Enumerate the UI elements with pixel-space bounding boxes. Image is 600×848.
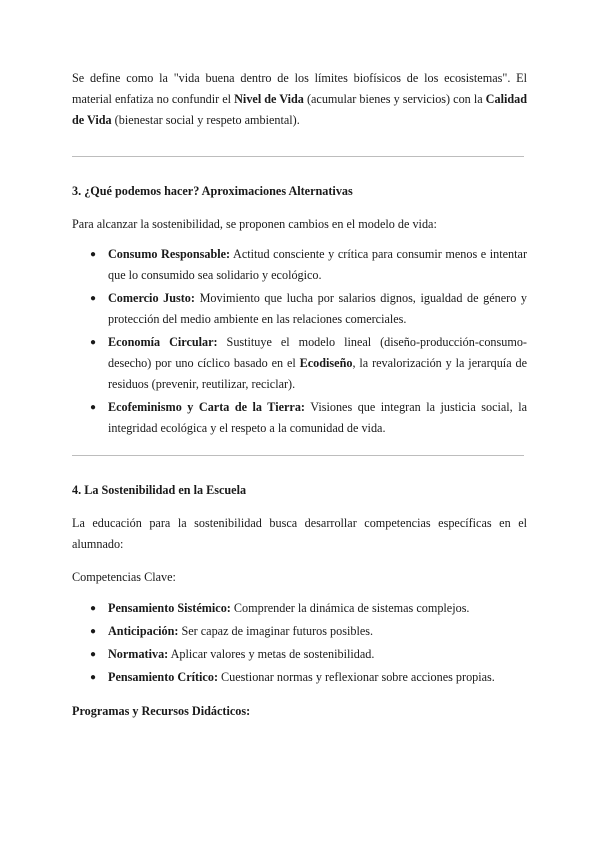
intro-text-mid: (acumular bienes y servicios) con la <box>303 92 486 106</box>
section-3-heading: 3. ¿Qué podemos hacer? Aproximaciones Alternativas <box>72 184 353 198</box>
competencias-list <box>72 598 527 688</box>
bullet-icon: ● <box>90 293 97 304</box>
item-term: Pensamiento Crítico: <box>108 670 218 684</box>
item-text-end: , la revalorización y la jerarquía de residuos (prevenir, reutilizar, reciclar). <box>108 356 527 391</box>
list-item <box>72 598 527 619</box>
list-item <box>72 288 527 330</box>
bullet-icon: ● <box>90 337 97 348</box>
list-item <box>72 332 527 395</box>
bullet-icon: ● <box>90 249 97 260</box>
bullet-icon: ● <box>90 402 97 413</box>
section-4-heading: 4. La Sostenibilidad en la Escuela <box>72 483 247 497</box>
item-text: Actitud consciente y crítica para consumir menos e intentar que lo consumido sea solidario y ecológico. <box>108 247 528 282</box>
document-content <box>72 68 527 722</box>
bullet-icon: ● <box>90 672 97 683</box>
list-item <box>72 244 527 286</box>
item-text: Sustituye el modelo lineal (diseño-producción-consumo-desecho) por uno cíclico basado en el <box>108 335 527 370</box>
intro-text-end: (bienestar social y respeto ambiental). <box>111 113 300 127</box>
item-term: Economía Circular: <box>108 335 218 349</box>
section-3-lead: Para alcanzar la sostenibilidad, se proponen cambios en el modelo de vida: <box>72 217 437 231</box>
item-text: Ser capaz de imaginar futuros posibles. <box>178 624 374 638</box>
section-4-lead: La educación para la sostenibilidad busca desarrollar competencias específicas en el alumnado: <box>72 516 527 551</box>
item-text: Movimiento que lucha por salarios dignos, igualdad de género y protección del medio ambiente en las relaciones comerciales. <box>108 291 527 326</box>
item-text: Comprender la dinámica de sistemas complejos. <box>230 601 470 615</box>
list-item <box>72 621 527 642</box>
list-item <box>72 667 527 688</box>
programas-heading <box>72 701 527 722</box>
item-text: Visiones que integran la justicia social, la integridad ecológica y el respeto a la comunidad de vida. <box>108 400 527 435</box>
list-item <box>72 644 527 665</box>
intro-paragraph <box>72 68 527 131</box>
bullet-icon: ● <box>90 649 97 660</box>
term-calidad-de-vida: Calidad de Vida <box>72 92 527 127</box>
list-item <box>72 397 527 439</box>
item-term: Ecofeminismo y Carta de la Tierra: <box>108 400 305 414</box>
term-nivel-de-vida: Nivel de Vida <box>234 92 304 106</box>
item-text: Aplicar valores y metas de sostenibilidad. <box>168 647 375 661</box>
item-term: Anticipación: <box>108 624 179 638</box>
item-term: Consumo Responsable: <box>108 247 231 261</box>
competencias-label: Competencias Clave: <box>72 570 176 584</box>
item-term: Comercio Justo: <box>108 291 195 305</box>
intro-text: Se define como la "vida buena dentro de los límites biofísicos de los ecosistemas". El material enfatiza no confundir el <box>72 71 527 106</box>
alternatives-list <box>72 244 527 439</box>
item-term: Pensamiento Sistémico: <box>108 601 231 615</box>
bullet-icon: ● <box>90 626 97 637</box>
item-text: Cuestionar normas y reflexionar sobre acciones propias. <box>218 670 495 684</box>
programas-label: Programas y Recursos Didácticos: <box>72 704 251 718</box>
bullet-icon: ● <box>90 603 97 614</box>
item-term: Normativa: <box>108 647 169 661</box>
term-ecodiseno: Ecodiseño <box>299 356 353 370</box>
